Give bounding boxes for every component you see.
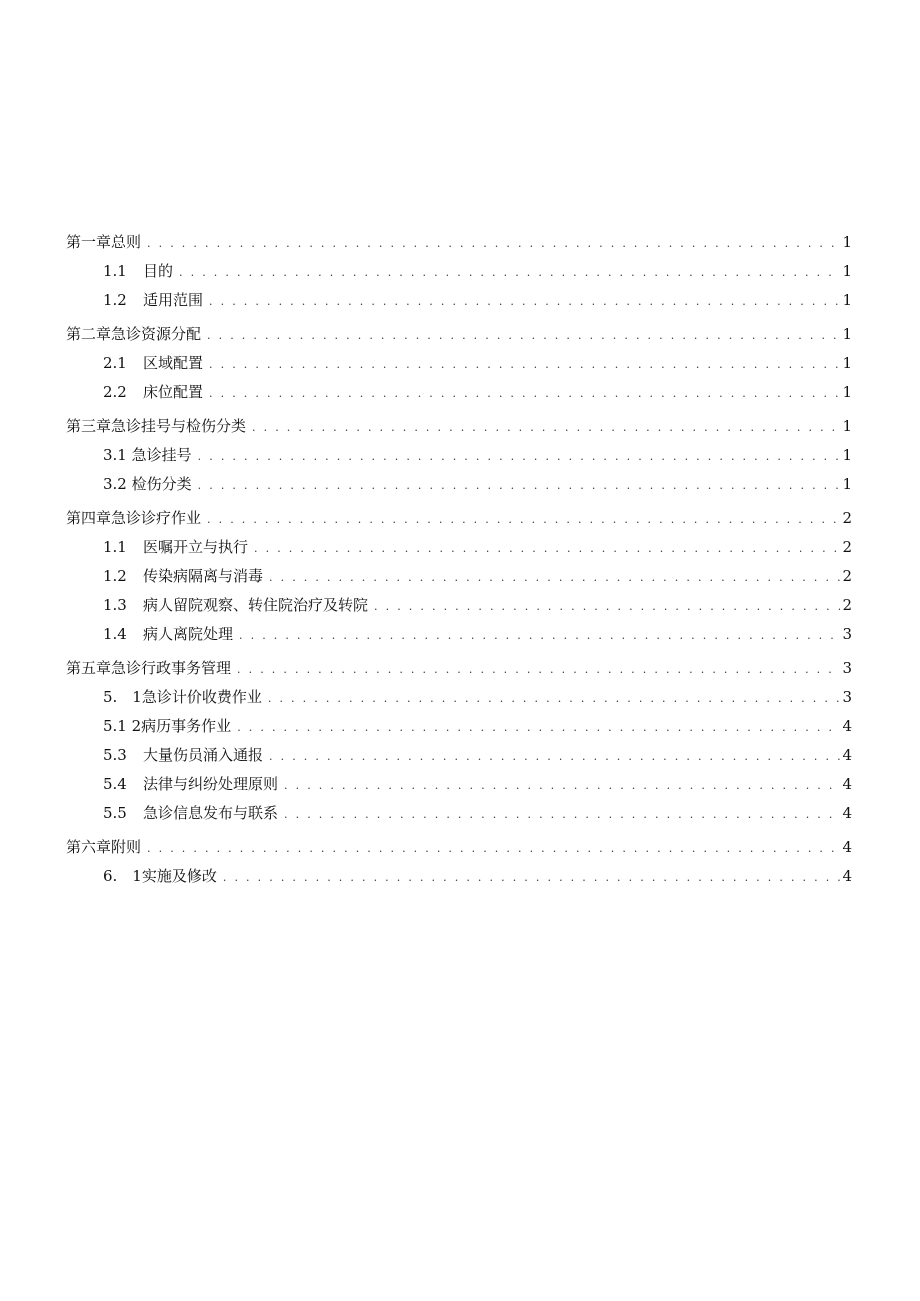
dot-leader (268, 684, 840, 713)
toc-entry-title: 病人离院处理 (143, 625, 234, 643)
dot-leader (209, 350, 840, 379)
toc-page-number: 1 (842, 446, 852, 464)
toc-page-number: 1 (842, 417, 852, 435)
toc-section-number: 2.1 (103, 354, 127, 372)
toc-section-3-1[interactable] (66, 441, 852, 470)
toc-section-1-1[interactable] (66, 257, 852, 286)
toc-section-number: 5. 1 (103, 688, 142, 706)
toc-section-1-2[interactable] (66, 286, 852, 315)
toc-chapter-5[interactable] (66, 654, 852, 683)
toc-entry-title: 区域配置 (143, 354, 204, 372)
dot-leader (237, 655, 840, 684)
toc-page-number: 2 (842, 509, 852, 527)
toc-chapter-6[interactable] (66, 833, 852, 862)
toc-section-3-2[interactable] (66, 470, 852, 499)
toc-section-number: 1.2 (103, 291, 127, 309)
dot-leader (223, 863, 840, 892)
toc-entry-title: 大量伤员涌入通报 (143, 746, 264, 764)
toc-section-number: 5.4 (103, 775, 127, 793)
toc-page-number: 3 (842, 688, 852, 706)
dot-leader (179, 258, 840, 287)
dot-leader (209, 379, 840, 408)
dot-leader (254, 534, 840, 563)
toc-entry-title: 床位配置 (143, 383, 204, 401)
toc-page-number: 4 (842, 717, 852, 735)
toc-entry-title: 传染病隔离与消毒 (143, 567, 264, 585)
dot-leader (284, 800, 840, 829)
toc-page-number: 1 (842, 233, 852, 251)
toc-chapter-3[interactable] (66, 412, 852, 441)
toc-page-number: 3 (842, 659, 852, 677)
dot-leader (207, 505, 840, 534)
toc-page-number: 1 (842, 291, 852, 309)
toc-section-number: 3.1 (103, 446, 127, 464)
toc-section-number: 1.3 (103, 596, 127, 614)
toc-entry-title: 目的 (143, 262, 174, 280)
toc-section-2-1[interactable] (66, 349, 852, 378)
dot-leader (374, 592, 840, 621)
dot-leader (209, 287, 840, 316)
toc-entry-title: 第二章急诊资源分配 (66, 325, 202, 343)
toc-section-number: 1.1 (103, 538, 127, 556)
toc-section-4-3[interactable] (66, 591, 852, 620)
toc-chapter-1[interactable] (66, 228, 852, 257)
toc-section-number: 5.5 (103, 804, 127, 822)
dot-leader (147, 229, 840, 258)
table-of-contents (66, 228, 852, 891)
toc-page-number: 1 (842, 383, 852, 401)
toc-section-number: 5.3 (103, 746, 127, 764)
toc-chapter-2[interactable] (66, 320, 852, 349)
toc-section-number: 6. 1 (103, 867, 142, 885)
toc-page-number: 4 (842, 746, 852, 764)
toc-page-number: 4 (842, 838, 852, 856)
toc-chapter-4[interactable] (66, 504, 852, 533)
toc-entry-title: 法律与纠纷处理原则 (143, 775, 279, 793)
toc-page-number: 2 (842, 596, 852, 614)
dot-leader (239, 621, 840, 650)
dot-leader (207, 321, 840, 350)
dot-leader (198, 442, 840, 471)
toc-entry-title: 病人留院观察、转住院治疗及转院 (143, 596, 369, 614)
dot-leader (252, 413, 840, 442)
toc-page-number: 1 (842, 262, 852, 280)
toc-section-4-1[interactable] (66, 533, 852, 562)
toc-page-number: 4 (842, 804, 852, 822)
toc-section-number: 1.4 (103, 625, 127, 643)
toc-page-number: 2 (842, 567, 852, 585)
toc-page-number: 1 (842, 325, 852, 343)
toc-entry-title: 第一章总则 (66, 233, 142, 251)
toc-entry-title: 适用范围 (143, 291, 204, 309)
toc-page-number: 4 (842, 775, 852, 793)
toc-section-5-3[interactable] (66, 741, 852, 770)
toc-page-number: 1 (842, 354, 852, 372)
toc-page-number: 1 (842, 475, 852, 493)
toc-section-5-2[interactable] (66, 712, 852, 741)
toc-section-5-5[interactable] (66, 799, 852, 828)
toc-entry-title: 第四章急诊诊疗作业 (66, 509, 202, 527)
toc-section-5-1[interactable] (66, 683, 852, 712)
toc-section-5-4[interactable] (66, 770, 852, 799)
toc-entry-title: 第三章急诊挂号与检伤分类 (66, 417, 247, 435)
toc-section-2-2[interactable] (66, 378, 852, 407)
toc-section-6-1[interactable] (66, 862, 852, 891)
dot-leader (198, 471, 840, 500)
dot-leader (269, 742, 840, 771)
toc-entry-title: 医嘱开立与执行 (143, 538, 249, 556)
toc-entry-title: 第六章附则 (66, 838, 142, 856)
dot-leader (147, 834, 840, 863)
toc-section-number: 5.1 2 (103, 717, 142, 735)
toc-entry-title: 病历事务作业 (141, 717, 232, 735)
dot-leader (284, 771, 840, 800)
toc-section-number: 1.1 (103, 262, 127, 280)
toc-section-number: 1.2 (103, 567, 127, 585)
toc-section-number: 3.2 (103, 475, 127, 493)
toc-entry-title: 第五章急诊行政事务管理 (66, 659, 232, 677)
toc-section-4-4[interactable] (66, 620, 852, 649)
toc-entry-title: 急诊信息发布与联系 (143, 804, 279, 822)
toc-entry-title: 急诊挂号 (131, 446, 192, 464)
toc-entry-title: 实施及修改 (141, 867, 217, 885)
dot-leader (237, 713, 840, 742)
toc-page-number: 4 (842, 867, 852, 885)
toc-page-number: 2 (842, 538, 852, 556)
toc-page-number: 3 (842, 625, 852, 643)
toc-entry-title: 急诊计价收费作业 (141, 688, 262, 706)
dot-leader (269, 563, 840, 592)
toc-entry-title: 检伤分类 (131, 475, 192, 493)
toc-section-number: 2.2 (103, 383, 127, 401)
toc-section-4-2[interactable] (66, 562, 852, 591)
